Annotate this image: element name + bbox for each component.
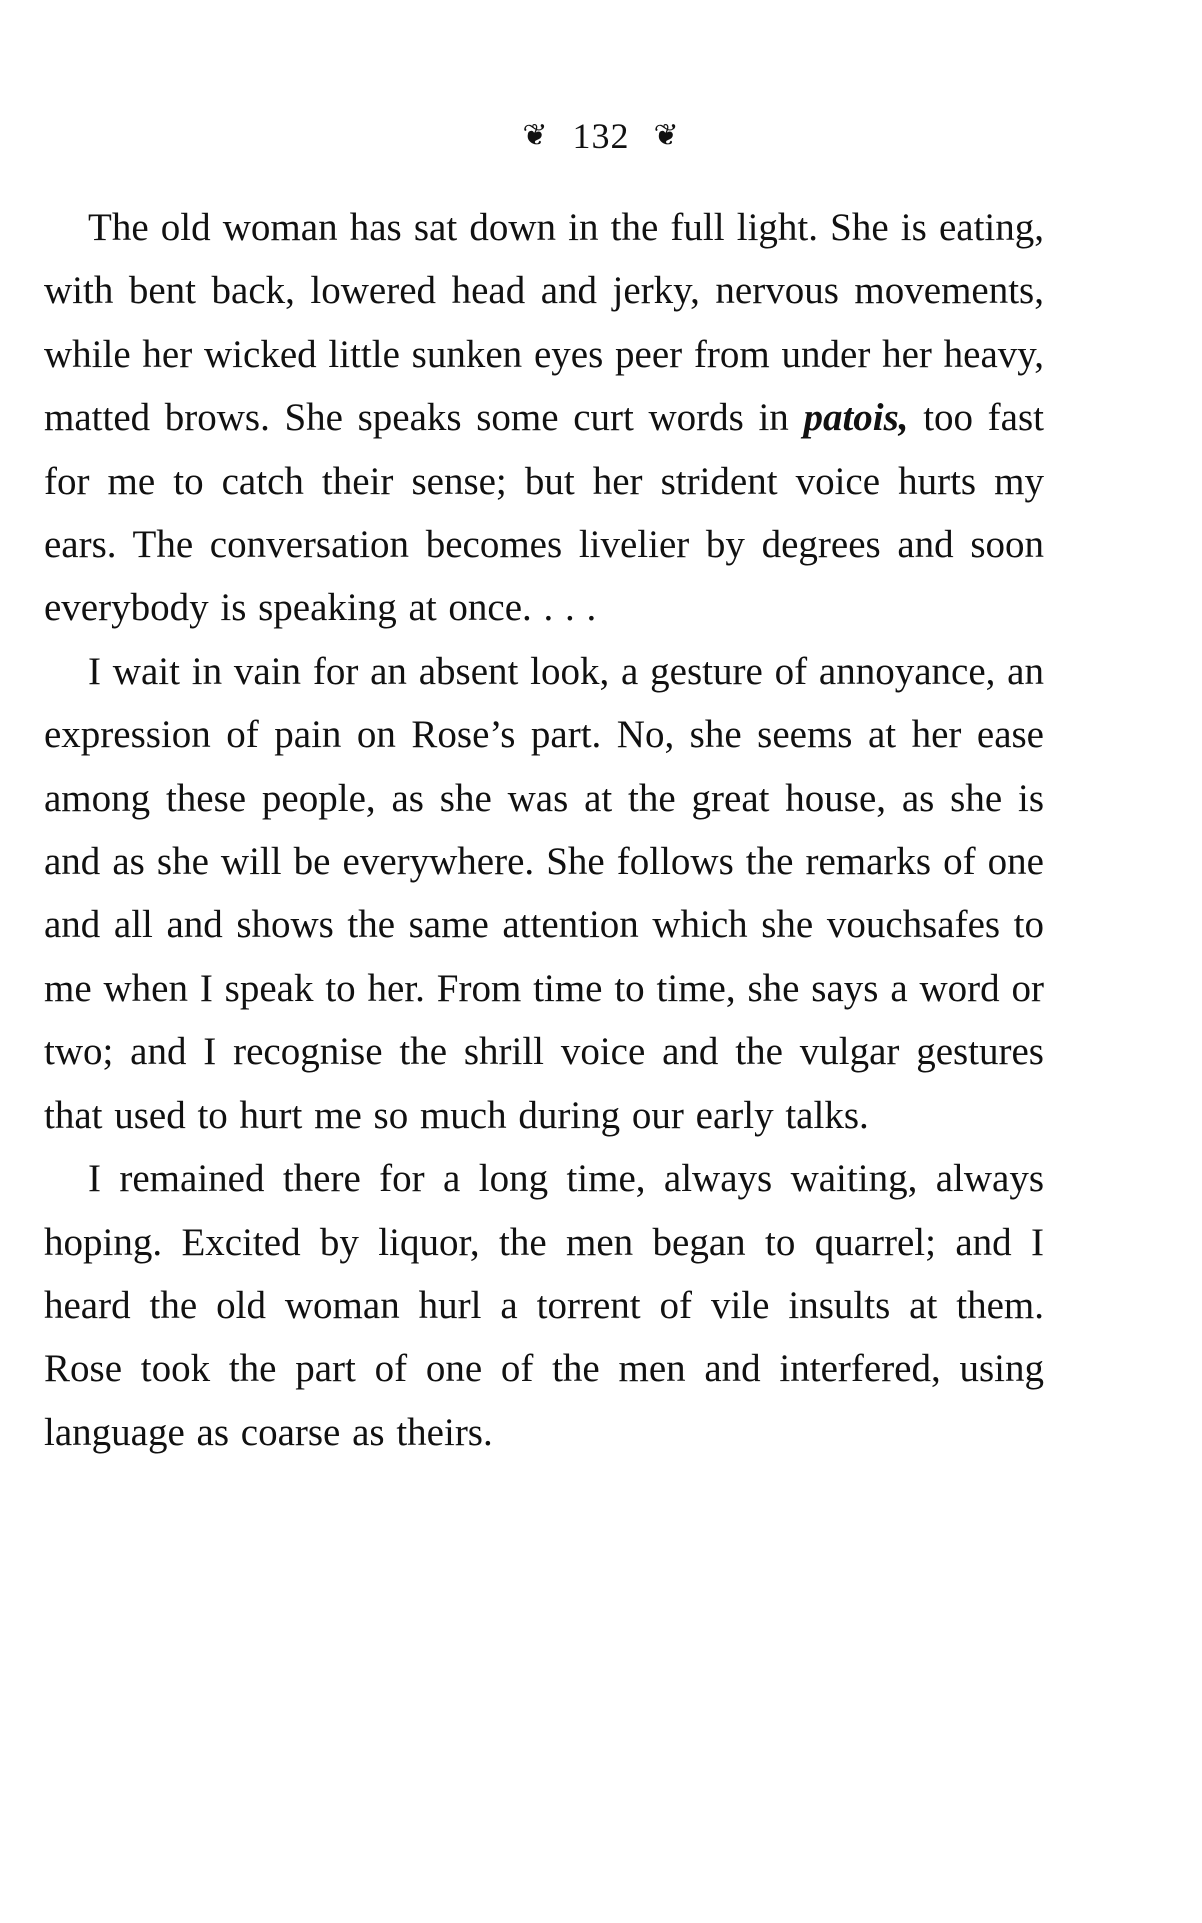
page-header [0,108,1202,160]
paragraph-1-text-start: The old woman has sat down in the full light. She is eating, with bent back, lowered head and jerky, nervous movements, while her wicked little sunken eyes peer from under her heavy, matted brows. She speaks some curt words in [44,206,1044,440]
body-text [44,196,1044,1464]
paragraph-3: I remained there for a long time, always waiting, always hoping. Excited by liquor, the men began to quarrel; and I heard the old woman hurl a torrent of vile insults at them. Rose took the part of one of the men and interfered, using language as coarse as theirs. [44,1157,1044,1454]
fleuron-right-icon: ❦ [653,118,680,152]
paragraph-1-italic-word: patois, [803,396,909,440]
page-number: 132 [572,115,630,156]
paragraph-2: I wait in vain for an absent look, a gesture of annoyance, an expression of pain on Rose’s part. No, she seems at her ease among these people, as she was at the great house, as she is and as she will be everywhere. She follows the remarks of one and all and shows the same attention which she vouchsafes to me when I speak to her. From time to time, she says a word or two; and I recognise the shrill voice and the vulgar gestures that used to hurt me so much during our early talks. [44,649,1044,1137]
paragraph-1 [44,196,1044,640]
paragraph-1-text-end: too fast for me to catch their sense; but her strident voice hurts my ears. The conversation becomes livelier by degrees and soon everybody is speaking at once. . . . [44,396,1044,630]
fleuron-left-icon: ❦ [522,118,549,152]
